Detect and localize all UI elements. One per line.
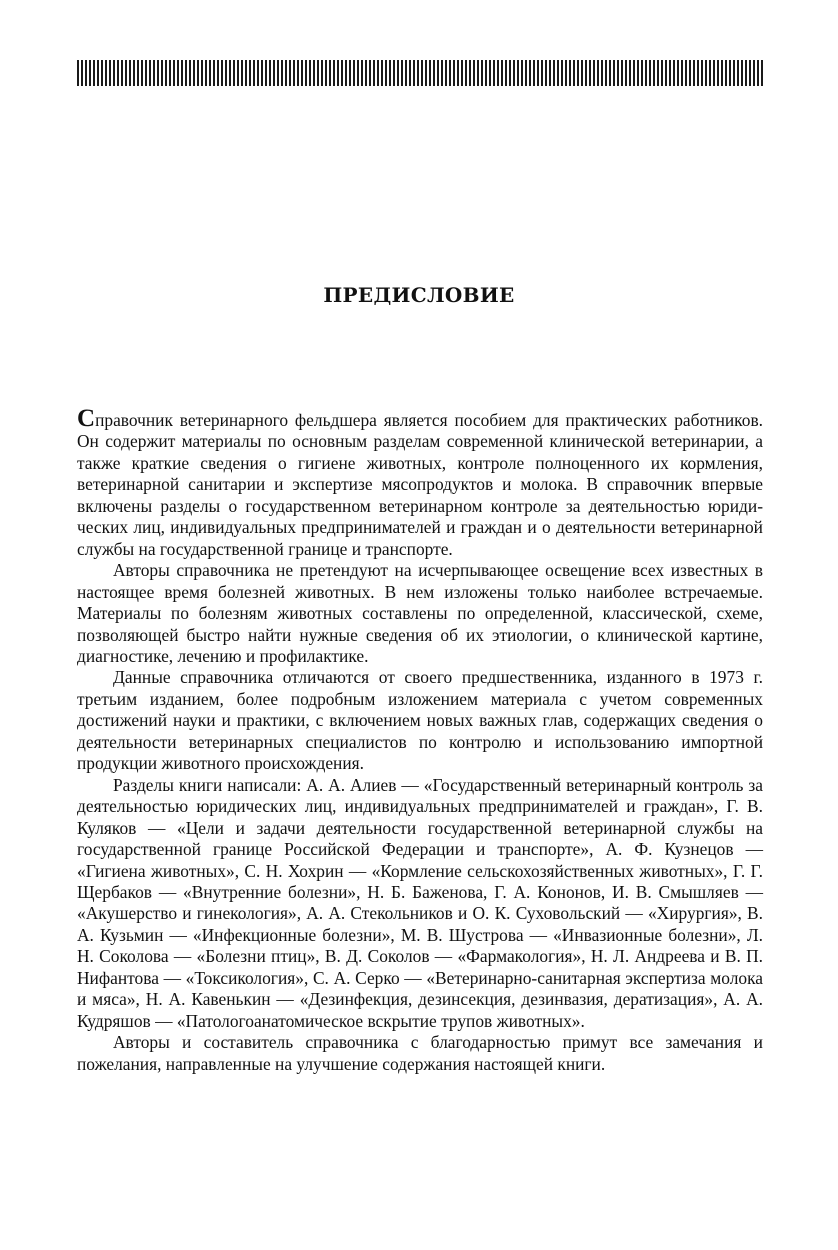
page-title: ПРЕДИСЛОВИЕ <box>323 283 515 307</box>
header-ornament-band <box>77 60 763 86</box>
preface-body <box>77 405 763 1075</box>
paragraph-5: Авторы и составитель справочника с благодарностью примут все замечания и пожелания, направленные на улучшение содержания настоящей книги. <box>77 1032 763 1074</box>
paragraph-3: Данные справочника отличаются от своего предшественника, изданного в 1973 г. третьим изданием, более подробным изложением материала с учетом современных достижений науки и практики, с включением новых важных глав, содержащих сведения о деятельности ветеринарных специалистов по контролю и использованию импортной продукции животного происхождения. <box>77 667 763 774</box>
paragraph-2: Авторы справочника не претендуют на исчерпывающее освещение всех известных в настоящее время болезней животных. В нем изложены только наиболее встречаемые. Материалы по болезням животных составлены по определенной, классической, схеме, позволяющей быстро найти нужные сведения об их этиологии, о клинической картине, диагностике, лечению и профилактике. <box>77 560 763 666</box>
paragraph-1 <box>77 405 763 560</box>
paragraph-1-text: правочник ветеринарного фельдшера является пособием для практических работников. Он содержит материалы по основным разделам современной клинической ветеринарии, а также краткие сведения о гигиене животных, контроле полноценного их кормления, ветеринарной санитарии и экспертизе мясопродуктов и молока. В справочник впервые включены разделы о государственном ветеринарном контроле за деятельностью юридических лиц, индивидуальных предпринимателей и граждан и о деятельности ветеринарной службы на государственной границе и транспорте. <box>77 410 763 559</box>
drop-cap-initial: С <box>77 405 96 432</box>
paragraph-4: Разделы книги написали: А. А. Алиев — «Государственный ветеринарный контроль за деятельностью юридических лиц, индивидуальных предпринимателей и граждан», Г. В. Куляков — «Цели и задачи деятельности государственной ветеринарной службы на государственной границе Российской Федерации и транспорте», А. Ф. Кузнецов — «Гигиена животных», С. Н. Хохрин — «Кормление сельскохозяйственных животных», Г. Г. Щербаков — «Внутренние болезни», Н. Б. Баженова, Г. А. Кононов, И. В. Смышляев — «Акушерство и гинекология», А. А. Стекольников и О. К. Суховольский — «Хирургия», В. А. Кузьмин — «Инфекционные болезни», М. В. Шустрова — «Инвазионные болезни», Л. Н. Соколова — «Болезни птиц», В. Д. Соколов — «Фармакология», Н. Л. Андреева и В. П. Нифантова — «Токсикология», С. А. Серко — «Ветеринарно-санитарная экспертиза молока и мяса», Н. А. Кавенькин — «Дезинфекция, дезинсекция, дезинвазия, дератизация», А. А. Кудряшов — «Патологоанатомическое вскрытие трупов животных». <box>77 774 763 1031</box>
